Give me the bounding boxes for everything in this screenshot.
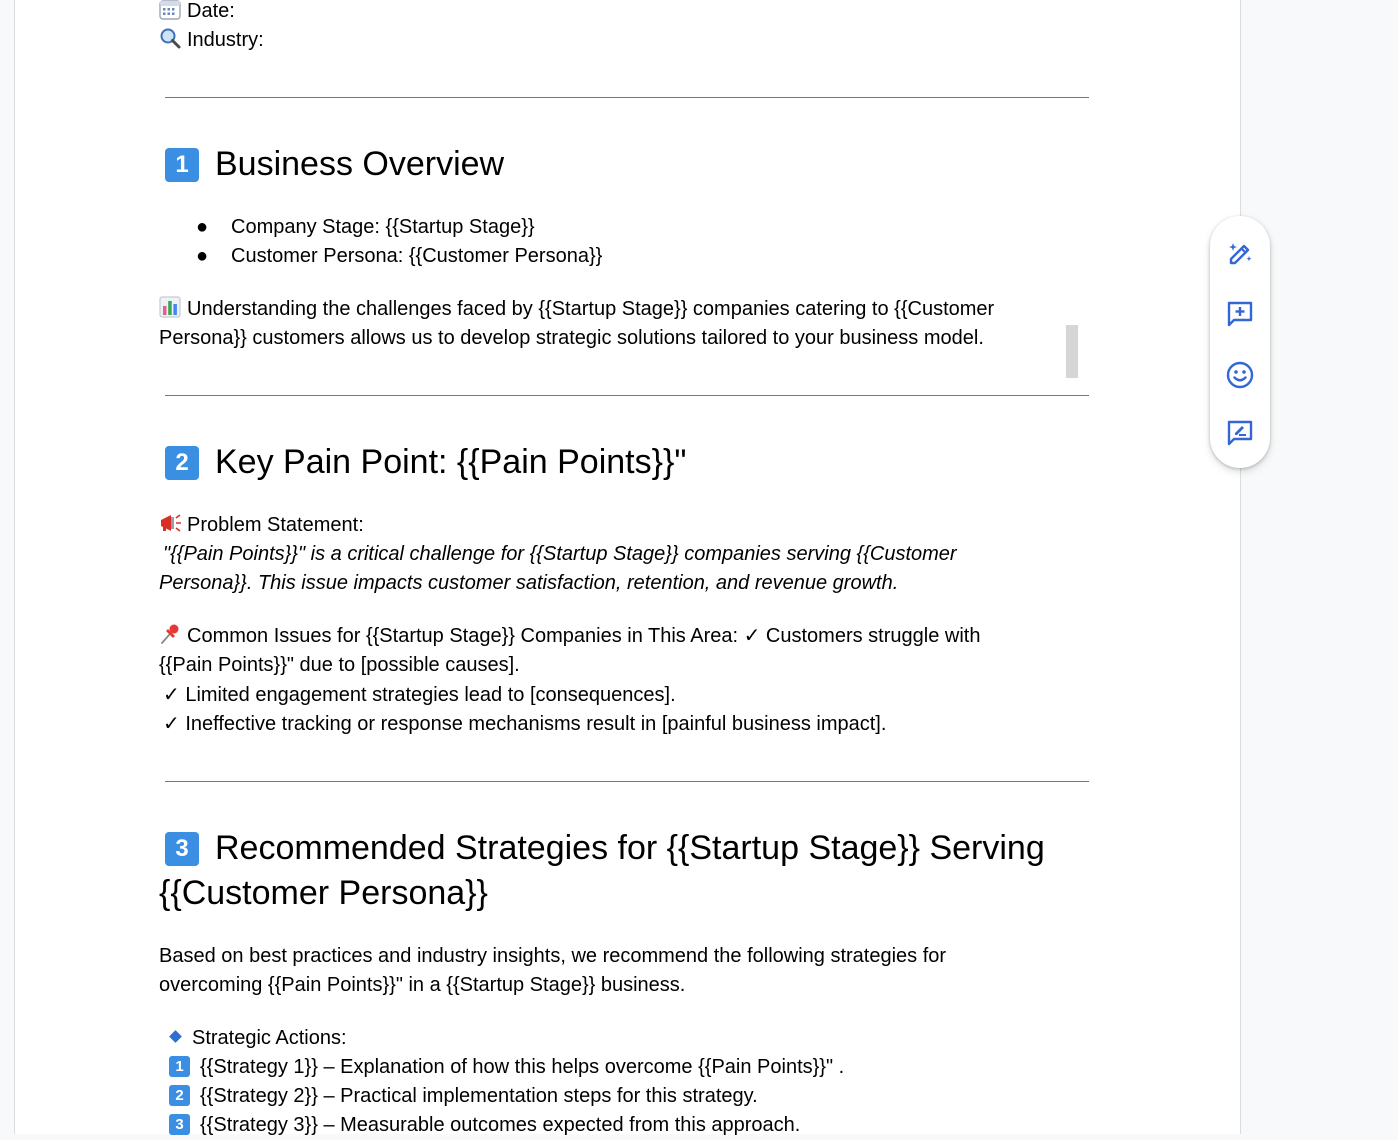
intro-text: Based on best practices and industry insights, we recommend the following strategies for xyxy=(159,945,947,967)
divider xyxy=(165,97,1089,98)
issues-line xyxy=(163,681,676,710)
list-item-text: Company Stage: {{Startup Stage}} xyxy=(231,216,535,238)
magic-pen-icon xyxy=(1225,239,1255,269)
intro-line xyxy=(159,971,685,1000)
add-comment-icon xyxy=(1225,299,1255,329)
actions-label-text: Strategic Actions: xyxy=(192,1027,347,1049)
heading-text: Recommended Strategies for {{Startup Stage}} Serving xyxy=(215,829,1045,867)
problem-label: Problem Statement: xyxy=(187,514,364,536)
divider xyxy=(165,395,1089,396)
heading-text: Business Overview xyxy=(215,145,505,183)
overview-paragraph-line xyxy=(159,295,994,324)
magnifier-icon xyxy=(159,26,187,55)
issues-text: {{Pain Points}}" due to [possible causes]. xyxy=(159,654,520,676)
bar-chart-icon xyxy=(159,295,187,324)
heading-business-overview xyxy=(159,142,504,187)
strategy-text: {{Strategy 2}} – Practical implementation steps for this strategy. xyxy=(200,1085,758,1107)
problem-statement-line xyxy=(159,569,898,598)
problem-label-line xyxy=(159,511,364,540)
strategy-item xyxy=(159,1111,800,1140)
megaphone-icon xyxy=(159,511,187,540)
text-cursor-highlight xyxy=(1066,325,1078,378)
strategy-text: {{Strategy 3}} – Measurable outcomes expected from this approach. xyxy=(200,1114,801,1136)
issues-text: ✓ Ineffective tracking or response mechanisms result in [painful business impact]. xyxy=(163,713,887,735)
heading-text: {{Customer Persona}} xyxy=(159,874,488,912)
strategy-item xyxy=(159,1082,758,1111)
industry-line xyxy=(159,26,264,55)
divider xyxy=(165,781,1089,782)
heading-recommended-strategies xyxy=(159,826,1045,871)
add-comment-button[interactable] xyxy=(1223,297,1257,331)
keycap-number-icon: 1 xyxy=(169,1056,190,1077)
heading-text: Key Pain Point: {{Pain Points}}" xyxy=(215,443,687,481)
heading-recommended-strategies-line2 xyxy=(159,871,488,916)
pushpin-icon xyxy=(159,622,187,651)
calendar-icon xyxy=(159,0,187,26)
intro-line xyxy=(159,942,946,971)
keycap-number-icon: 2 xyxy=(165,446,199,480)
issues-text: ✓ Limited engagement strategies lead to [consequences]. xyxy=(163,684,676,706)
add-emoji-reaction-button[interactable] xyxy=(1223,358,1257,392)
help-me-write-button[interactable] xyxy=(1223,237,1257,271)
keycap-number-icon: 3 xyxy=(165,832,199,866)
overview-paragraph-line xyxy=(159,324,984,353)
date-line xyxy=(159,0,235,26)
problem-statement-line xyxy=(163,540,957,569)
list-item: ● Customer Persona: {{Customer Persona}} xyxy=(196,245,603,267)
diamond-icon xyxy=(169,1030,182,1043)
paragraph-text: Understanding the challenges faced by {{Startup Stage}} companies catering to {{Customer xyxy=(187,298,995,320)
problem-text: Persona}}. This issue impacts customer satisfaction, retention, and revenue growth. xyxy=(159,572,899,594)
suggest-edit-icon xyxy=(1225,418,1255,448)
list-item-text: Customer Persona: {{Customer Persona}} xyxy=(231,245,603,267)
side-action-panel xyxy=(1210,216,1270,468)
paragraph-text: Persona}} customers allows us to develop strategic solutions tailored to your business model. xyxy=(159,327,984,349)
strategy-text: {{Strategy 1}} – Explanation of how this helps overcome {{Pain Points}}" . xyxy=(200,1056,845,1078)
keycap-number-icon: 3 xyxy=(169,1114,190,1135)
strategic-actions-label xyxy=(159,1024,347,1053)
intro-text: overcoming {{Pain Points}}" in a {{Startup Stage}} business. xyxy=(159,974,686,996)
keycap-number-icon: 1 xyxy=(165,148,199,182)
industry-label: Industry: xyxy=(187,29,264,51)
keycap-number-icon: 2 xyxy=(169,1085,190,1106)
problem-text: "{{Pain Points}}" is a critical challenge for {{Startup Stage}} companies serving {{Customer xyxy=(163,543,957,565)
issues-line xyxy=(159,651,520,680)
issues-line xyxy=(159,622,980,651)
heading-key-pain-point xyxy=(159,440,686,485)
issues-text: Common Issues for {{Startup Stage}} Companies in This Area: ✓ Customers struggle with xyxy=(187,625,981,647)
strategy-item xyxy=(159,1053,844,1082)
suggest-edits-button[interactable] xyxy=(1223,416,1257,450)
emoji-icon xyxy=(1225,360,1255,390)
issues-line xyxy=(163,710,886,739)
list-item: ● Company Stage: {{Startup Stage}} xyxy=(196,216,535,238)
date-label: Date: xyxy=(187,0,235,22)
